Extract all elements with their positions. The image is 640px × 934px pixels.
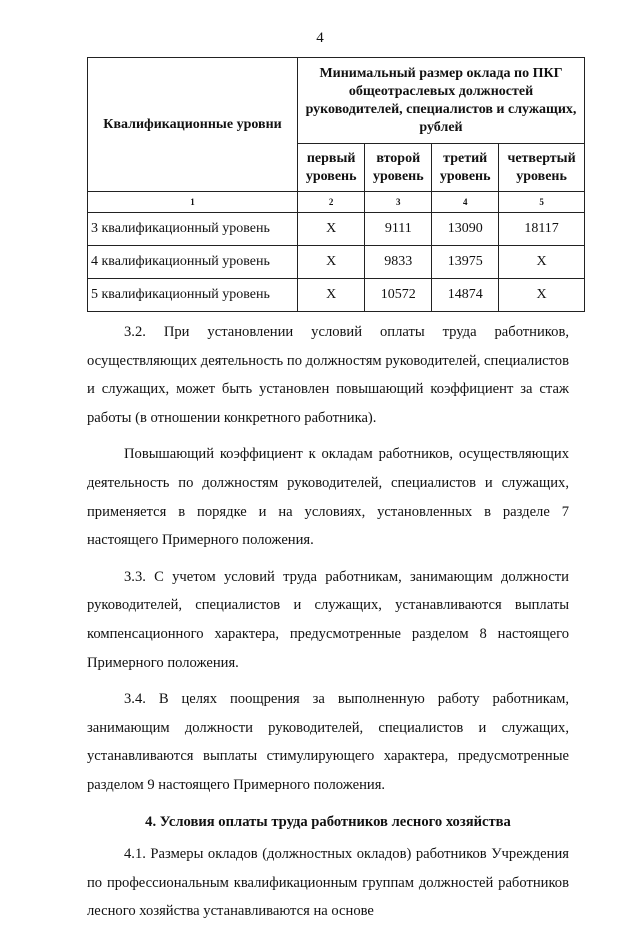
- table-cell: Х: [499, 279, 585, 312]
- header-qualification-levels: Квалификационные уровни: [88, 58, 298, 192]
- column-number: 2: [298, 192, 365, 213]
- header-level-4: четвертый уровень: [499, 144, 585, 192]
- table-row: [88, 246, 585, 279]
- salary-table: [87, 57, 585, 312]
- row-label: 4 квалификационный уровень: [88, 246, 298, 279]
- table-cell: 13090: [432, 213, 499, 246]
- header-level-3: третий уровень: [432, 144, 499, 192]
- table-cell: 18117: [499, 213, 585, 246]
- column-number: 1: [88, 192, 298, 213]
- table-row: [88, 213, 585, 246]
- table-row: [88, 279, 585, 312]
- table-cell: 13975: [432, 246, 499, 279]
- paragraph-3-3: 3.3. С учетом условий труда работникам, занимающим должности руководителей, специалистов и служащих, устанавливаются выплаты компенсационного характера, предусмотренные разделом 8 настоящего Примерного положения.: [87, 568, 569, 671]
- row-label: 3 квалификационный уровень: [88, 213, 298, 246]
- table-cell: Х: [298, 213, 365, 246]
- table-cell: Х: [298, 279, 365, 312]
- header-min-salary: Минимальный размер оклада по ПКГ общеотраслевых должностей руководителей, специалистов и служащих, рублей: [298, 58, 585, 144]
- column-number-row: [88, 192, 585, 213]
- table-cell: 9111: [365, 213, 432, 246]
- table-cell: 9833: [365, 246, 432, 279]
- page-number: 4: [316, 30, 324, 46]
- paragraph-4-1: 4.1. Размеры окладов (должностных окладов) работников Учреждения по профессиональным квалификационным группам должностей работников лесного хозяйства устанавливаются на основе: [87, 846, 569, 920]
- paragraph-3-2-coefficient: Повышающий коэффициент к окладам работников, осуществляющих деятельность по должностям руководителей, специалистов и служащих, применяется в порядке и на условиях, установленных в разделе 7 настоящего Примерного положения.: [87, 446, 569, 549]
- section-4-heading: 4. Условия оплаты труда работников лесного хозяйства: [145, 813, 511, 830]
- header-level-1: первый уровень: [298, 144, 365, 192]
- column-number: 4: [432, 192, 499, 213]
- row-label: 5 квалификационный уровень: [88, 279, 298, 312]
- table-cell: 14874: [432, 279, 499, 312]
- column-number: 5: [499, 192, 585, 213]
- table-cell: Х: [499, 246, 585, 279]
- paragraph-3-2: 3.2. При установлении условий оплаты труда работников, осуществляющих деятельность по должностям руководителей, специалистов и служащих, может быть установлен повышающий коэффициент за стаж работы (в отношении конкретного работника).: [87, 324, 569, 426]
- header-level-2: второй уровень: [365, 144, 432, 192]
- table-cell: 10572: [365, 279, 432, 312]
- column-number: 3: [365, 192, 432, 213]
- document-body: [87, 318, 569, 934]
- paragraph-3-4: 3.4. В целях поощрения за выполненную работу работникам, занимающим должности руководителей, специалистов и служащих, устанавливаются выплаты стимулирующего характера, предусмотренные разделом 9 настоящего Примерного положения.: [87, 691, 569, 793]
- table-cell: Х: [298, 246, 365, 279]
